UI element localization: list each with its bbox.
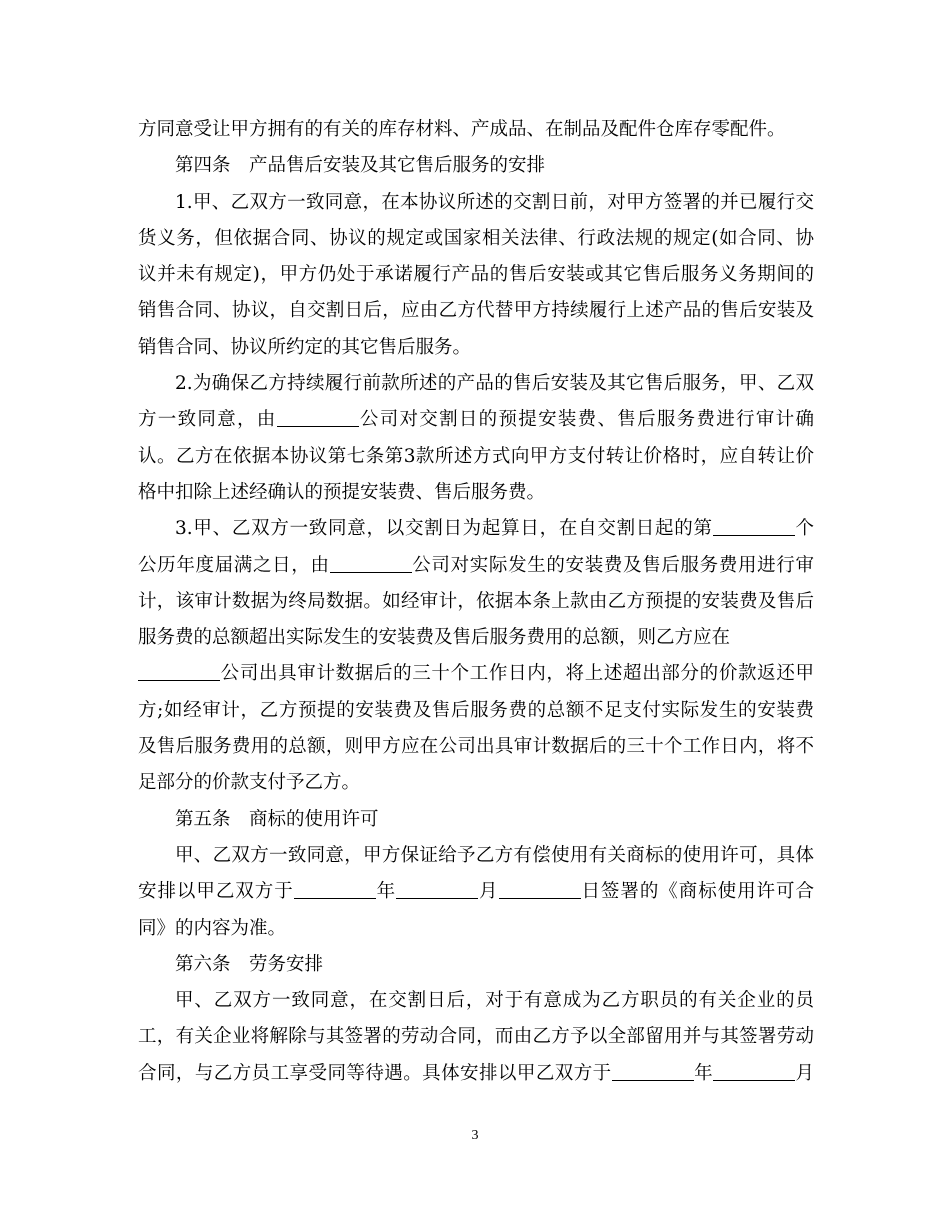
text-segment: 个 [794, 518, 814, 540]
text-segment: 公历年度届满之日，由 [138, 554, 330, 576]
text-segment: 货义务，但依据合同、协议的规定或国家相关法律、行政法规的规定(如合同、协 [138, 227, 814, 249]
fill-in-blank [396, 878, 478, 899]
text-segment: 格中扣除上述经确认的预提安装费、售后服务费。 [138, 481, 546, 503]
text-segment: 认。乙方在依据本协议第七条第3款所述方式向甲方支付转让价格时，应自转让价 [138, 445, 814, 467]
text-segment: 及售后服务费用的总额，则甲方应在公司出具审计数据后的三十个工作日内，将不 [138, 736, 814, 758]
paragraph-line [138, 1056, 814, 1092]
text-segment: 月 [795, 1062, 814, 1084]
article-6-heading [138, 947, 814, 983]
text-segment: 方;如经审计，乙方预提的安装费及售后服务费的总额不足支付实际发生的安装费 [138, 699, 814, 721]
text-segment: 足部分的价款支付予乙方。 [138, 772, 361, 794]
fill-in-blank [138, 660, 220, 681]
page-number: 3 [471, 1128, 479, 1143]
paragraph-line [138, 729, 814, 765]
paragraph-line [138, 1019, 814, 1055]
paragraph-line [138, 693, 814, 729]
paragraph-line [138, 656, 814, 692]
fill-in-blank [277, 406, 359, 427]
text-segment: 1.甲、乙双方一致同意，在本协议所述的交割日前，对甲方签署的并已履行交 [175, 191, 814, 213]
text-segment: 合同，与乙方员工享受同等待遇。具体安排以甲乙双方于 [138, 1062, 612, 1084]
text-segment: 日签署的《商标使用许可合 [580, 881, 814, 903]
document-page [138, 112, 814, 1092]
text-segment: 公司对交割日的预提安装费、售后服务费进行审计确 [358, 409, 814, 431]
text-segment: 议并未有规定)，甲方仍处于承诺履行产品的售后安装或其它售后服务义务期间的 [138, 264, 814, 286]
paragraph-line [138, 402, 814, 438]
text-segment: 销售合同、协议所约定的其它售后服务。 [138, 336, 472, 358]
text-segment: 安排以甲乙双方于 [138, 881, 294, 903]
text-segment: 甲、乙双方一致同意，在交割日后，对于有意成为乙方职员的有关企业的员 [175, 990, 814, 1012]
paragraph-line [138, 911, 814, 947]
paragraph-line [138, 112, 814, 148]
paragraph-line [138, 620, 814, 656]
paragraph-line [138, 293, 814, 329]
paragraph-line [138, 838, 814, 874]
text-segment: 年 [693, 1062, 714, 1084]
paragraph-line [138, 475, 814, 511]
text-segment: 月 [478, 881, 499, 903]
heading-text: 第六条 劳务安排 [175, 953, 324, 975]
paragraph-line [138, 439, 814, 475]
text-segment: 3.甲、乙双方一致同意，以交割日为起算日，在自交割日起的第 [175, 518, 713, 540]
paragraph-line [138, 511, 814, 547]
paragraph-line [138, 185, 814, 221]
article-5-heading [138, 802, 814, 838]
paragraph-line [138, 330, 814, 366]
paragraph-line [138, 874, 814, 910]
paragraph-line [138, 765, 814, 801]
text-segment: 销售合同、协议，自交割日后，应由乙方代替甲方持续履行上述产品的售后安装及 [138, 300, 814, 322]
text-segment: 甲、乙双方一致同意，甲方保证给予乙方有偿使用有关商标的使用许可，具体 [175, 844, 814, 866]
text-segment: 服务费的总额超出实际发生的安装费及售后服务费用的总额，则乙方应在 [138, 627, 731, 649]
paragraph-line [138, 983, 814, 1019]
fill-in-blank [499, 878, 581, 899]
fill-in-blank [713, 515, 795, 536]
text-segment: 公司出具审计数据后的三十个工作日内，将上述超出部分的价款返还甲 [220, 663, 814, 685]
text-segment: 公司对实际发生的安装费及售后服务费用进行审 [411, 554, 814, 576]
text-segment: 年 [375, 881, 397, 903]
fill-in-blank [713, 1060, 795, 1081]
text-segment: 方一致同意，由 [138, 409, 277, 431]
text-segment: 计，该审计数据为终局数据。如经审计，依据本条上款由乙方预提的安装费及售后 [138, 590, 814, 612]
heading-text: 第五条 商标的使用许可 [175, 808, 379, 830]
heading-text: 第四条 产品售后安装及其它售后服务的安排 [175, 155, 546, 177]
text-segment: 方同意受让甲方拥有的有关的库存材料、产成品、在制品及配件仓库存零配件。 [138, 119, 786, 140]
fill-in-blank [612, 1060, 694, 1081]
fill-in-blank [330, 552, 412, 573]
text-segment: 同》的内容为准。 [138, 917, 287, 939]
text-segment: 2.为确保乙方持续履行前款所述的产品的售后安装及其它售后服务，甲、乙双 [175, 373, 814, 395]
paragraph-line [138, 221, 814, 257]
paragraph-line [138, 257, 814, 293]
text-segment: 工，有关企业将解除与其签署的劳动合同，而由乙方予以全部留用并与其签署劳动 [138, 1026, 814, 1048]
paragraph-line [138, 584, 814, 620]
paragraph-line [138, 366, 814, 402]
paragraph-line [138, 548, 814, 584]
article-4-heading [138, 148, 814, 184]
fill-in-blank [294, 878, 376, 899]
